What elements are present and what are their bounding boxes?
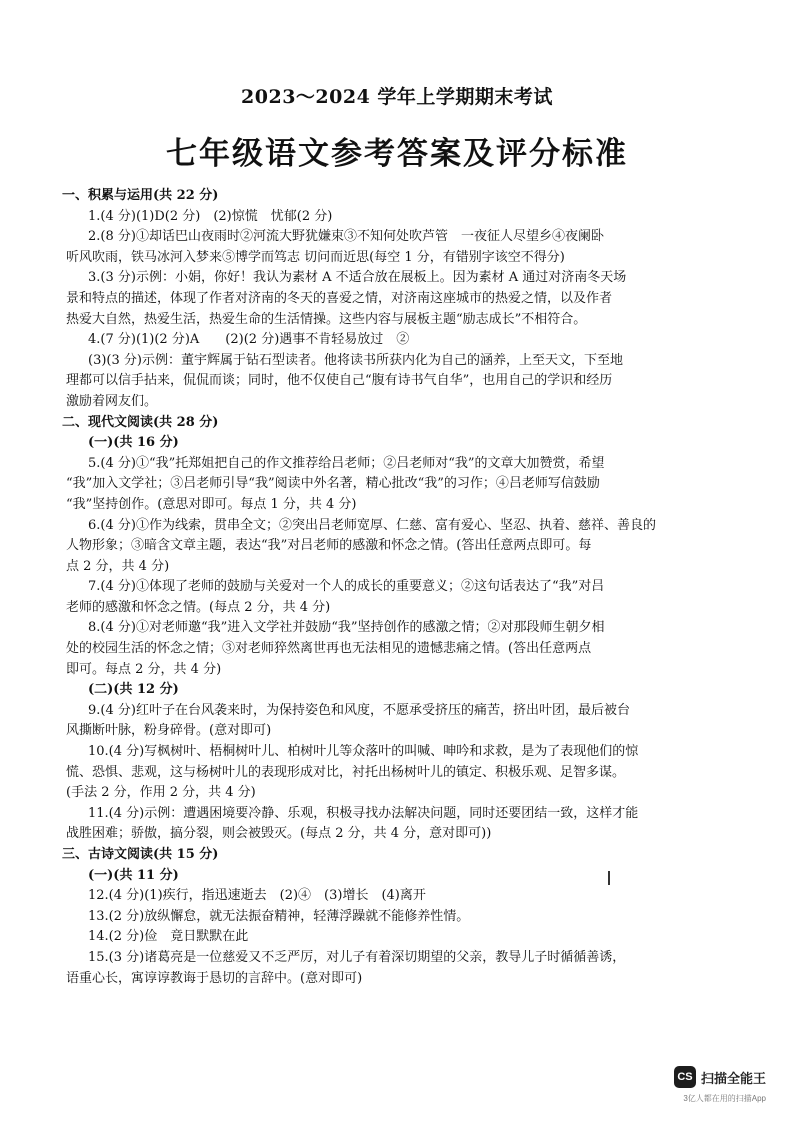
answer-line: 1.(4 分)(1)D(2 分) (2)惊慌 忧郁(2 分) bbox=[88, 208, 333, 224]
scanner-tagline: 3亿人都在用的扫描App bbox=[683, 1094, 766, 1103]
answer-line: 景和特点的描述，体现了作者对济南的冬天的喜爱之情，对济南这座城市的热爱之情，以及作者 bbox=[66, 290, 613, 306]
answer-line: 2.(8 分)①却话巴山夜雨时②河流大野犹嫌束③不知何处吹芦管 一夜征人尽望乡④夜阑卧 bbox=[88, 229, 604, 245]
stray-mark bbox=[608, 871, 610, 885]
answer-line: 10.(4 分)写枫树叶、梧桐树叶儿、柏树叶儿等众落叶的叫喊、呻吟和求救，是为了表现他们的惊 bbox=[88, 744, 639, 760]
answer-line: 老师的感激和怀念之情。(每点 2 分，共 4 分) bbox=[66, 599, 331, 615]
answer-line: 12.(4 分)(1)疾行，指迅速逝去 (2)④ (3)增长 (4)离开 bbox=[88, 888, 426, 904]
subsection-heading: (一)(共 11 分) bbox=[88, 867, 179, 883]
answer-line: 15.(3 分)诸葛亮是一位慈爱又不乏严厉，对儿子有着深切期望的父亲，教导儿子时循循善诱， bbox=[88, 949, 626, 965]
scanner-watermark bbox=[674, 1066, 766, 1088]
answer-line: 6.(4 分)①作为线索，贯串全文；②突出吕老师宽厚、仁慈、富有爱心、坚忍、执着、慈祥、善良的 bbox=[88, 517, 656, 533]
answer-line: 4.(7 分)(1)(2 分)A (2)(2 分)遇事不肯轻易放过 ② bbox=[88, 332, 410, 348]
answer-line: (3)(3 分)示例：董宇辉属于钻石型读者。他将读书所获内化为自己的涵养，上至天文，下至地 bbox=[88, 352, 623, 368]
answer-line: “我”坚持创作。(意思对即可。每点 1 分，共 4 分) bbox=[66, 496, 357, 512]
answer-line: 9.(4 分)红叶子在台风袭来时，为保持姿色和风度，不愿承受挤压的痛苦，挤出叶团，最后被台 bbox=[88, 702, 630, 718]
answer-line: 即可。每点 2 分，共 4 分) bbox=[66, 661, 222, 677]
answer-line: “我”加入文学社；③吕老师引导“我”阅读中外名著，精心批改“我”的习作；④吕老师写信鼓励 bbox=[66, 476, 600, 492]
answer-line: 处的校园生活的怀念之情；③对老师猝然离世再也无法相见的遗憾悲痛之情。(答出任意两点 bbox=[66, 641, 592, 657]
answer-content bbox=[62, 186, 738, 989]
section-heading: 一、积累与运用(共 22 分) bbox=[62, 188, 219, 203]
answer-line: 激励着网友们。 bbox=[66, 393, 158, 409]
answer-line: 5.(4 分)①“我”托郑姐把自己的作文推荐给吕老师；②吕老师对“我”的文章大加赞赏，希望 bbox=[88, 455, 605, 471]
section-heading: 二、现代文阅读(共 28 分) bbox=[62, 414, 219, 430]
subsection-heading: (二)(共 12 分) bbox=[88, 682, 179, 698]
answer-line: 8.(4 分)①对老师邀“我”进入文学社并鼓励“我”坚持创作的感激之情；②对那段师生朝夕相 bbox=[88, 620, 605, 636]
document-title: 七年级语文参考答案及评分标准 bbox=[166, 136, 628, 172]
subsection-heading: (一)(共 16 分) bbox=[88, 435, 179, 451]
camscanner-logo-icon: CS bbox=[674, 1066, 696, 1088]
section-heading: 三、古诗文阅读(共 15 分) bbox=[62, 847, 219, 862]
answer-line: 战胜困难；骄傲，搞分裂，则会被毁灭。(每点 2 分，共 4 分，意对即可)) bbox=[66, 826, 492, 842]
answer-line: 7.(4 分)①体现了老师的鼓励与关爱对一个人的成长的重要意义；②这句话表达了“我”对吕 bbox=[88, 579, 605, 595]
exam-subtitle: 2023～2024 学年上学期期末考试 bbox=[241, 86, 553, 108]
answer-line: 热爱大自然，热爱生活，热爱生命的生活情操。这些内容与展板主题“励志成长”不相符合。 bbox=[66, 311, 587, 327]
answer-line: 人物形象；③暗含文章主题，表达“我”对吕老师的感激和怀念之情。(答出任意两点即可。每 bbox=[66, 538, 592, 554]
answer-line: 语重心长，寓谆谆教诲于恳切的言辞中。(意对即可) bbox=[66, 970, 363, 986]
answer-line: 11.(4 分)示例：遭遇困境要冷静、乐观，积极寻找办法解决问题，同时还要团结一致，这样才能 bbox=[88, 805, 639, 821]
answer-line: 理都可以信手拈来，侃侃而谈；同时，他不仅使自己“腹有诗书气自华”，也用自己的学识和经历 bbox=[66, 373, 613, 389]
answer-line: (手法 2 分，作用 2 分，共 4 分) bbox=[66, 785, 256, 801]
answer-line: 3.(3 分)示例：小娟，你好！我认为素材 A 不适合放在展板上。因为素材 A 通过对济南冬天场 bbox=[88, 270, 627, 286]
answer-line: 14.(2 分)俭 竟日默默在此 bbox=[88, 929, 249, 945]
answer-line: 风撕断叶脉，粉身碎骨。(意对即可) bbox=[66, 723, 272, 739]
answer-line: 点 2 分，共 4 分) bbox=[66, 558, 170, 574]
answer-line: 听风吹雨，铁马冰河入梦来⑤博学而笃志 切问而近思(每空 1 分，有错别字该空不得分) bbox=[66, 249, 565, 265]
answer-line: 慌、恐惧、悲观，这与杨树叶儿的表现形成对比，衬托出杨树叶儿的镇定、积极乐观、足智多谋。 bbox=[66, 764, 626, 780]
scanner-app-name: 扫描全能王 bbox=[700, 1070, 766, 1086]
answer-line: 13.(2 分)放纵懈怠，就无法振奋精神，轻薄浮躁就不能修养性情。 bbox=[88, 908, 470, 924]
